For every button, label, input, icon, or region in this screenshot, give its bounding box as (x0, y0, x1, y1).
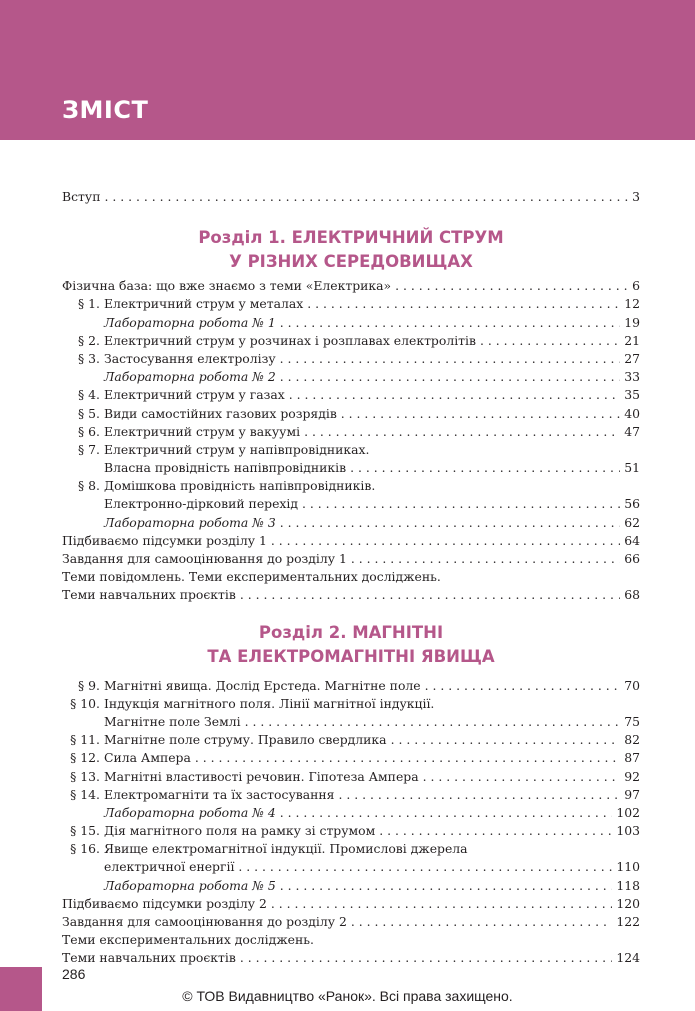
section-1-heading-line-1: Розділ 1. ЕЛЕКТРИЧНИЙ СТРУМ (198, 228, 504, 248)
toc-entry[interactable] (62, 731, 640, 749)
leader-dots (338, 786, 620, 804)
toc-entry-page: 62 (624, 514, 640, 530)
toc-entry[interactable] (62, 495, 640, 513)
leader-dots (280, 368, 620, 386)
leader-dots (379, 822, 612, 840)
toc-entry-title: Електромагніти та їх застосування (104, 786, 335, 802)
leader-dots (280, 804, 613, 822)
toc-entry-page: 64 (624, 532, 640, 548)
paragraph-number: § 1. (78, 296, 100, 312)
section-2-heading-line-1: Розділ 2. МАГНІТНІ (258, 622, 444, 642)
leader-dots (289, 386, 620, 404)
toc-entry[interactable] (62, 532, 640, 550)
toc-entry-page: 27 (624, 350, 640, 366)
leader-dots (240, 949, 613, 967)
toc-entry-page: 120 (616, 895, 640, 911)
leader-dots (351, 913, 612, 931)
toc-entry-title: Теми повідомлень. Теми експериментальних досліджень. (62, 569, 441, 585)
toc-entry-page: 110 (616, 859, 640, 875)
toc-entry-title: Власна провідність напівпровідників (104, 460, 347, 476)
section-2-heading (62, 621, 640, 669)
toc-entry-page: 35 (624, 387, 640, 403)
toc-entry-page: 118 (616, 877, 640, 893)
toc-entry-page: 12 (624, 296, 640, 312)
toc-entry-page: 122 (616, 914, 640, 929)
toc-entry-page: 103 (616, 823, 640, 839)
page-number: 286 (62, 966, 86, 982)
toc-entry-title: Підбиваємо підсумки розділу 1 (62, 532, 267, 548)
toc-entry[interactable] (62, 677, 640, 695)
leader-dots (271, 532, 620, 550)
toc-entry-page: 102 (616, 804, 640, 820)
section-2-entries (62, 677, 640, 968)
toc-entry-title: Електричний струм у вакуумі (104, 423, 301, 439)
toc-entry-title: електричної енергії (104, 859, 235, 875)
toc-entry-title: Магнітне поле Землі (104, 713, 241, 729)
leader-dots (350, 459, 620, 477)
leader-dots (271, 895, 613, 913)
leader-dots (480, 332, 620, 350)
paragraph-number: § 15. (70, 823, 100, 839)
toc-entry-page: 56 (624, 496, 640, 512)
toc-entry-title: Підбиваємо підсумки розділу 2 (62, 895, 267, 911)
paragraph-number: § 9. (78, 677, 100, 693)
toc-entry[interactable] (62, 768, 640, 786)
leader-dots (391, 731, 621, 749)
leader-dots (195, 749, 620, 767)
paragraph-number: § 14. (70, 786, 100, 802)
leader-dots (351, 550, 620, 568)
toc-entry[interactable] (62, 804, 640, 822)
toc-entry-page: 6 (632, 278, 640, 294)
leader-dots (425, 677, 621, 695)
toc-entry[interactable] (62, 477, 640, 495)
toc-entry-page: 124 (616, 950, 640, 966)
toc-entry-title: Теми експериментальних досліджень. (62, 932, 314, 948)
toc-entry[interactable] (62, 786, 640, 804)
paragraph-number: § 7. (78, 441, 100, 457)
toc-entry[interactable] (62, 568, 640, 586)
leader-dots (280, 877, 613, 895)
toc-entry-title: Лабораторна робота № 3 (104, 514, 276, 530)
toc-entry[interactable] (62, 695, 640, 713)
toc-entry-title: Електричний струм у газах (104, 387, 285, 403)
toc-entry-title: Сила Ампера (104, 750, 191, 766)
toc-entry-page: 68 (624, 587, 640, 603)
toc-entry-page: 51 (624, 460, 640, 476)
leader-dots (245, 713, 621, 731)
toc-entry[interactable] (62, 368, 640, 386)
toc-entry-title: Види самостійних газових розрядів (104, 405, 337, 421)
toc-entry-page: 47 (624, 423, 640, 439)
toc-entry[interactable] (62, 877, 640, 895)
toc-entry-page: 21 (624, 332, 640, 348)
leader-dots (104, 188, 628, 206)
page-title: ЗМІСТ (62, 96, 149, 124)
table-of-contents (62, 188, 640, 968)
toc-entry[interactable] (62, 423, 640, 441)
toc-entry[interactable] (62, 858, 640, 876)
leader-dots (302, 495, 620, 513)
toc-entry-page: 19 (624, 314, 640, 330)
leader-dots (341, 405, 620, 423)
toc-entry-title: Теми навчальних проєктів (62, 587, 236, 603)
paragraph-number: § 11. (70, 732, 100, 748)
toc-entry[interactable] (62, 295, 640, 313)
toc-entry-page: 82 (624, 732, 640, 748)
toc-entry-title: Електронно-дірковий перехід (104, 496, 298, 512)
copyright-notice: © ТОВ Видавництво «Ранок». Всі права захищено. (182, 988, 513, 1004)
toc-entry-page: 70 (624, 677, 640, 693)
paragraph-number: § 4. (78, 387, 100, 403)
section-1-heading-line-2: У РІЗНИХ СЕРЕДОВИЩАХ (229, 252, 473, 272)
toc-entry[interactable] (62, 749, 640, 767)
toc-entry[interactable] (62, 514, 640, 532)
toc-entry-title: Індукція магнітного поля. Лінії магнітної індукції. (104, 695, 435, 711)
toc-entry[interactable] (62, 931, 640, 949)
toc-entry-title: Магнітні явища. Дослід Ерстеда. Магнітне поле (104, 677, 421, 693)
toc-entry-page: 92 (624, 768, 640, 784)
toc-entry-title: Теми навчальних проєктів (62, 950, 236, 966)
toc-entry-page: 3 (632, 189, 640, 204)
toc-entry-title: Магнітні властивості речовин. Гіпотеза Ампера (104, 768, 419, 784)
toc-entry[interactable] (62, 332, 640, 350)
toc-entry-title: Домішкова провідність напівпровідників. (104, 478, 376, 494)
toc-entry[interactable] (62, 405, 640, 423)
toc-entry[interactable] (62, 314, 640, 332)
toc-entry[interactable] (62, 822, 640, 840)
leader-dots (238, 858, 612, 876)
toc-entry-title: Лабораторна робота № 5 (104, 877, 276, 893)
paragraph-number: § 10. (70, 695, 100, 711)
paragraph-number: § 2. (78, 332, 100, 348)
toc-entry[interactable] (62, 949, 640, 967)
toc-entry[interactable] (62, 550, 640, 568)
toc-entry-intro[interactable] (62, 188, 640, 206)
leader-dots (280, 514, 620, 532)
paragraph-number: § 5. (78, 405, 100, 421)
toc-entry-title: Лабораторна робота № 1 (104, 314, 276, 330)
toc-entry[interactable] (62, 895, 640, 913)
leader-dots (307, 295, 620, 313)
toc-entry[interactable] (62, 586, 640, 604)
toc-entry-title: Дія магнітного поля на рамку зі струмом (104, 823, 376, 839)
toc-entry-title: Завдання для самооцінювання до розділу 2 (62, 914, 347, 929)
toc-entry-page: 40 (624, 405, 640, 421)
paragraph-number: § 6. (78, 423, 100, 439)
paragraph-number: § 12. (70, 750, 100, 766)
toc-entry-title: Фізична база: що вже знаємо з теми «Електрика» (62, 278, 392, 294)
toc-entry-page: 97 (624, 786, 640, 802)
toc-entry-title: Електричний струм у металах (104, 296, 304, 312)
leader-dots (304, 423, 620, 441)
toc-entry-title: Лабораторна робота № 4 (104, 804, 276, 820)
leader-dots (240, 586, 620, 604)
toc-entry[interactable] (62, 713, 640, 731)
leader-dots (395, 277, 628, 295)
toc-entry-page: 87 (624, 750, 640, 766)
toc-entry-title: Застосування електролізу (104, 350, 276, 366)
leader-dots (280, 314, 620, 332)
paragraph-number: § 8. (78, 478, 100, 494)
leader-dots (423, 768, 621, 786)
section-1-entries (62, 277, 640, 604)
toc-entry[interactable] (62, 386, 640, 404)
toc-entry-title: Магнітне поле струму. Правило свердлика (104, 732, 387, 748)
toc-entry-title: Явище електромагнітної індукції. Промислові джерела (104, 841, 468, 857)
paragraph-number: § 3. (78, 350, 100, 366)
toc-entry-page: 66 (624, 551, 640, 566)
toc-entry[interactable] (62, 277, 640, 295)
section-1-heading (62, 226, 640, 274)
paragraph-number: § 16. (70, 841, 100, 857)
toc-entry-title: Електричний струм у розчинах і розплавах електролітів (104, 332, 476, 348)
toc-entry[interactable] (62, 913, 640, 931)
toc-entry[interactable] (62, 840, 640, 858)
toc-entry-title: Завдання для самооцінювання до розділу 1 (62, 551, 347, 566)
toc-entry[interactable] (62, 350, 640, 368)
section-2-heading-line-2: ТА ЕЛЕКТРОМАГНІТНІ ЯВИЩА (207, 646, 495, 666)
toc-entry-title: Електричний струм у напівпровідниках. (104, 441, 370, 457)
toc-entry[interactable] (62, 441, 640, 459)
leader-dots (280, 350, 621, 368)
toc-entry-page: 75 (624, 713, 640, 729)
toc-entry-title: Вступ (62, 189, 101, 204)
toc-entry-page: 33 (624, 369, 640, 385)
paragraph-number: § 13. (70, 768, 100, 784)
toc-entry-title: Лабораторна робота № 2 (104, 369, 276, 385)
toc-entry[interactable] (62, 459, 640, 477)
